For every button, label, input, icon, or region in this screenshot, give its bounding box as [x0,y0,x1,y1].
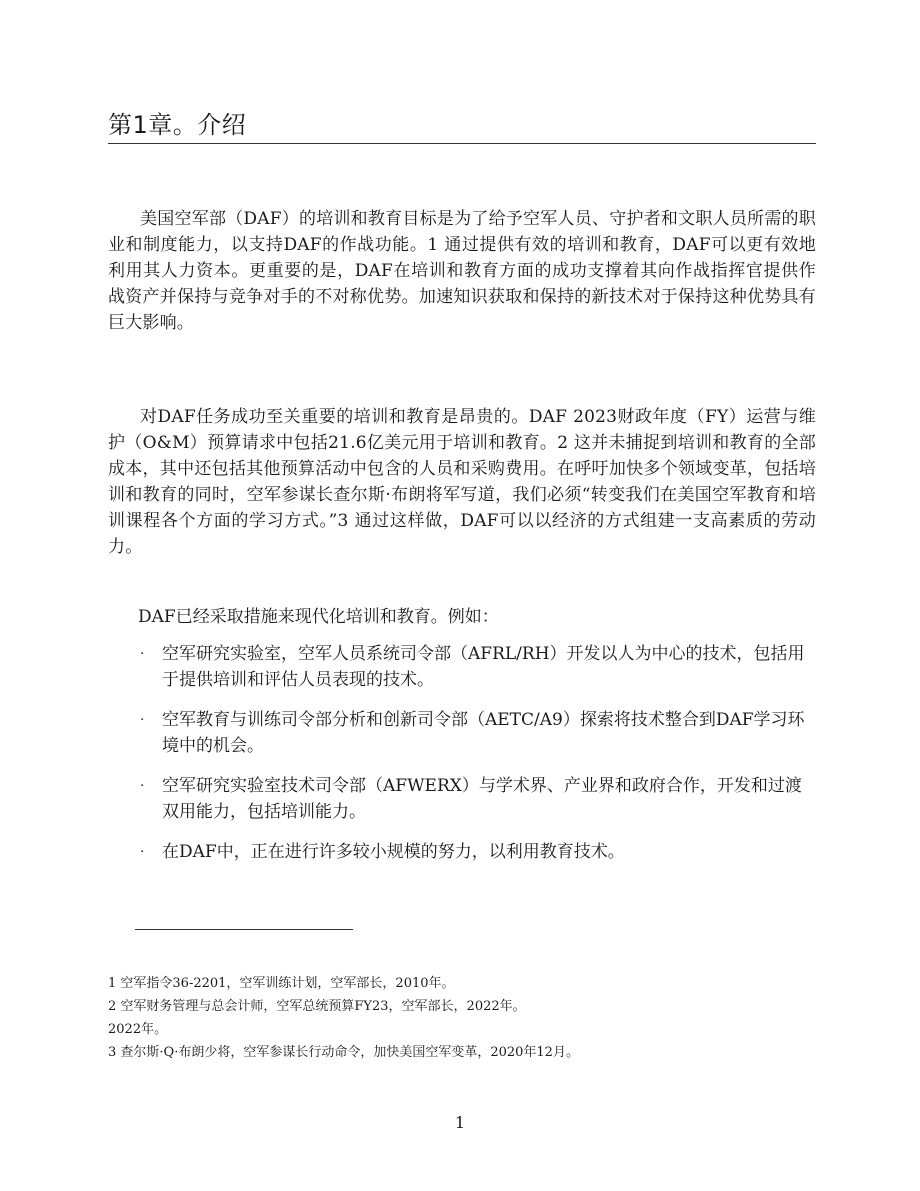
bullet-list [134,641,816,879]
page-number: 1 [454,1113,466,1132]
list-item-text: 空军研究实验室技术司令部（AFWERX）与学术界、产业界和政府合作，开发和过渡双用能力，包括培训能力。 [162,776,802,822]
footnote-divider [135,929,353,930]
footnote-3: 3 查尔斯·Q·布朗少将，空军参谋长行动命令，加快美国空军变革，2020年12月。 [108,1045,579,1060]
list-item [134,839,816,865]
chapter-title: 第1章。介绍 [108,111,247,139]
bullet-marker: · [140,646,145,662]
footnotes [108,972,816,1064]
footnote-2-continuation: 2022年。 [108,1022,168,1037]
list-item [134,773,816,825]
list-item-text: 空军教育与训练司令部分析和创新司令部（AETC/A9）探索将技术整合到DAF学习环境中的机会。 [162,710,805,756]
list-item-text: 空军研究实验室，空军人员系统司令部（AFRL/RH）开发以人为中心的技术，包括用于提供培训和评估人员表现的技术。 [162,644,805,690]
paragraph-1: 美国空军部（DAF）的培训和教育目标是为了给予空军人员、守护者和文职人员所需的职业和制度能力，以支持DAF的作战功能。1 通过提供有效的培训和教育，DAF可以更有效地利用其人力资本。更重要的是，DAF在培训和教育方面的成功支撑着其向作战指挥官提供作战资产并保持与竞争对手的不对称优势。加速知识获取和保持的新技术对于保持这种优势具有巨大影响。 [108,209,816,333]
footnote-2: 2 空军财务管理与总会计师，空军总统预算FY23，空军部长，2022年。 [108,999,526,1014]
list-item-text: 在DAF中，正在进行许多较小规模的努力，以利用教育技术。 [162,842,625,862]
paragraph-2: 对DAF任务成功至关重要的培训和教育是昂贵的。DAF 2023财政年度（FY）运营与维护（O&M）预算请求中包括21.6亿美元用于培训和教育。2 这并未捕捉到培训和教育的全部成本，其中还包括其他预算活动中包含的人员和采购费用。在呼吁加快多个领域变革，包括培训和教育的同时，空军参谋长查尔斯·布朗将军写道，我们必须“转变我们在美国空军教育和培训课程各个方面的学习方式。”3 通过这样做，DAF可以以经济的方式组建一支高素质的劳动力。 [108,407,816,557]
list-item [134,641,816,693]
bullet-marker: · [140,712,145,728]
title-divider [108,143,816,144]
bullet-marker: · [140,844,145,860]
footnote-1: 1 空军指令36-2201，空军训练计划，空军部长，2010年。 [108,976,455,991]
list-intro: DAF已经采取措施来现代化培训和教育。例如： [138,607,499,627]
list-item [134,707,816,759]
bullet-marker: · [140,778,145,794]
